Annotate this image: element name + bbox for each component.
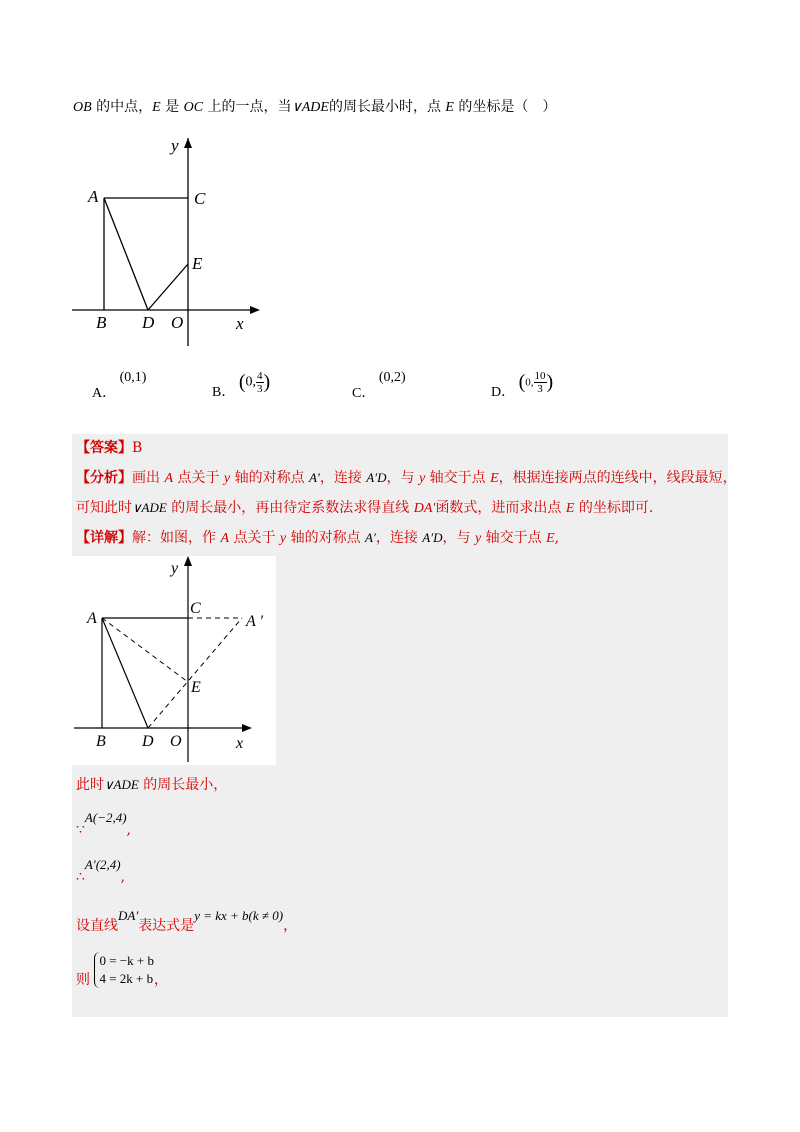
segment-de <box>148 264 188 310</box>
text: y <box>279 531 287 546</box>
step-2 <box>76 808 131 838</box>
text: E <box>546 531 555 546</box>
text: 解：如图，作 <box>132 530 221 546</box>
figure-1 <box>68 138 268 350</box>
x-axis-arrow <box>250 306 260 314</box>
text: A <box>164 471 174 486</box>
therefore-symbol: ∴ <box>76 869 85 885</box>
question-text <box>73 96 556 116</box>
y-axis-arrow <box>184 138 192 148</box>
label-e: E <box>192 254 203 273</box>
segment-ad <box>104 198 148 310</box>
option-d[interactable] <box>491 370 553 401</box>
label-a: A <box>87 610 97 627</box>
math: ∨ADE <box>132 500 167 515</box>
label-o: O <box>171 313 184 332</box>
text: 点关于 <box>229 530 280 546</box>
option-a[interactable] <box>92 370 146 402</box>
fraction <box>534 370 547 395</box>
option-letter: A． <box>92 386 117 401</box>
segment-ob: OB <box>73 100 92 115</box>
option-c[interactable] <box>352 370 406 402</box>
label-y: y <box>171 560 179 577</box>
text: 可知此时 <box>76 500 132 516</box>
step-3 <box>76 855 126 885</box>
question-fragment: 是 <box>160 99 184 115</box>
x-axis-arrow <box>242 724 252 732</box>
triangle-ade: ∨ADE <box>291 100 329 115</box>
text: 的周长最小， <box>138 777 228 793</box>
text: A <box>220 531 230 546</box>
option-value: 0, <box>525 376 534 389</box>
math: A′ <box>365 530 376 545</box>
option-letter: D． <box>491 384 516 400</box>
option-value: (0,1) <box>119 370 147 385</box>
question-fragment: 的周长最小时，点 <box>328 99 446 115</box>
text: E <box>565 501 575 516</box>
text: ，与 <box>386 470 419 486</box>
text: E <box>490 471 499 486</box>
label-a-prime: A ′ <box>246 613 263 630</box>
option-letter: C． <box>352 386 376 401</box>
label-c: C <box>190 600 201 617</box>
math: A(−2,4) <box>84 810 127 825</box>
label-o: O <box>170 733 182 750</box>
math: A′D <box>366 470 387 485</box>
detail-line-1 <box>76 528 559 549</box>
text: 函数式，进而求出点 <box>435 500 566 516</box>
step-1 <box>76 775 227 795</box>
point-e: E <box>445 100 454 115</box>
text: ，连接 <box>319 470 367 486</box>
text: 设直线 <box>76 918 118 934</box>
paren-right: ) <box>263 371 271 393</box>
text: 轴的对称点 <box>230 470 310 486</box>
label-d: D <box>142 733 154 750</box>
label-b: B <box>96 733 106 750</box>
label-x: x <box>236 735 244 752</box>
question-fragment: 上的一点，当 <box>203 99 292 115</box>
answer-tag: 【答案】 <box>76 440 132 456</box>
text: ，连接 <box>375 530 423 546</box>
fraction <box>256 370 264 395</box>
math: DA′ <box>118 908 139 923</box>
text: 轴交于点 <box>481 530 547 546</box>
label-y: y <box>171 138 179 155</box>
label-d: D <box>142 313 155 332</box>
text: , <box>126 822 131 838</box>
text: y <box>418 471 426 486</box>
label-a: A <box>88 187 99 206</box>
label-b: B <box>96 313 107 332</box>
paren-left: ( <box>238 371 246 393</box>
text: , <box>554 530 560 546</box>
step-5 <box>76 952 168 988</box>
segment-oc: OC <box>183 100 204 115</box>
math: ∨ADE <box>104 777 139 792</box>
text: ，根据连接两点的连线中，线段最短， <box>498 470 737 486</box>
text: DA′ <box>413 501 436 516</box>
option-b[interactable] <box>212 370 270 401</box>
option-value: 0, <box>245 374 257 390</box>
text: ， <box>283 918 298 934</box>
equation-system <box>94 952 154 988</box>
text: 则 <box>76 972 90 988</box>
detail-tag: 【详解】 <box>76 530 132 546</box>
question-fragment: 的坐标是（ ） <box>453 99 557 115</box>
analysis-tag: 【分析】 <box>76 470 132 486</box>
text: y <box>223 471 231 486</box>
text: 的周长最小，再由待定系数法求得直线 <box>166 500 414 516</box>
step-4 <box>76 906 298 934</box>
equation-1: 0 = −k + b <box>99 953 154 968</box>
math: A′D <box>422 530 443 545</box>
text: 画出 <box>132 470 165 486</box>
label-c: C <box>194 189 206 208</box>
equation-2: 4 = 2k + b <box>99 971 154 986</box>
text: 轴交于点 <box>425 470 491 486</box>
answer-line <box>76 438 142 458</box>
denominator: 3 <box>257 383 263 395</box>
text: 点关于 <box>173 470 224 486</box>
point-e: E <box>152 100 161 115</box>
text: 的坐标即可. <box>574 500 654 516</box>
text: ， <box>153 972 168 988</box>
analysis-line-1 <box>76 468 737 489</box>
numerator: 4 <box>257 370 263 382</box>
option-letter: B． <box>212 384 236 400</box>
y-axis-arrow <box>184 556 192 566</box>
option-value: (0,2) <box>378 370 406 385</box>
text: 此时 <box>76 777 104 793</box>
analysis-line-2 <box>76 498 653 519</box>
text: 表达式是 <box>138 918 195 934</box>
math: A′(2,4) <box>84 857 121 872</box>
math: A′ <box>309 470 320 485</box>
math: y = kx + b(k ≠ 0) <box>194 908 284 923</box>
text: ，与 <box>442 530 475 546</box>
segment-da-prime <box>148 618 242 728</box>
numerator: 10 <box>534 370 546 382</box>
text: , <box>120 869 126 885</box>
figure-2 <box>72 556 276 765</box>
question-fragment: 的中点， <box>91 99 153 115</box>
label-x: x <box>236 314 244 333</box>
text: 轴的对称点 <box>286 530 366 546</box>
answer-value: B <box>132 440 143 456</box>
text: y <box>474 531 482 546</box>
label-e: E <box>191 679 201 696</box>
paren-left: ( <box>518 371 526 393</box>
paren-right: ) <box>546 371 554 393</box>
denominator: 3 <box>537 383 543 395</box>
because-symbol: ∵ <box>76 822 85 838</box>
